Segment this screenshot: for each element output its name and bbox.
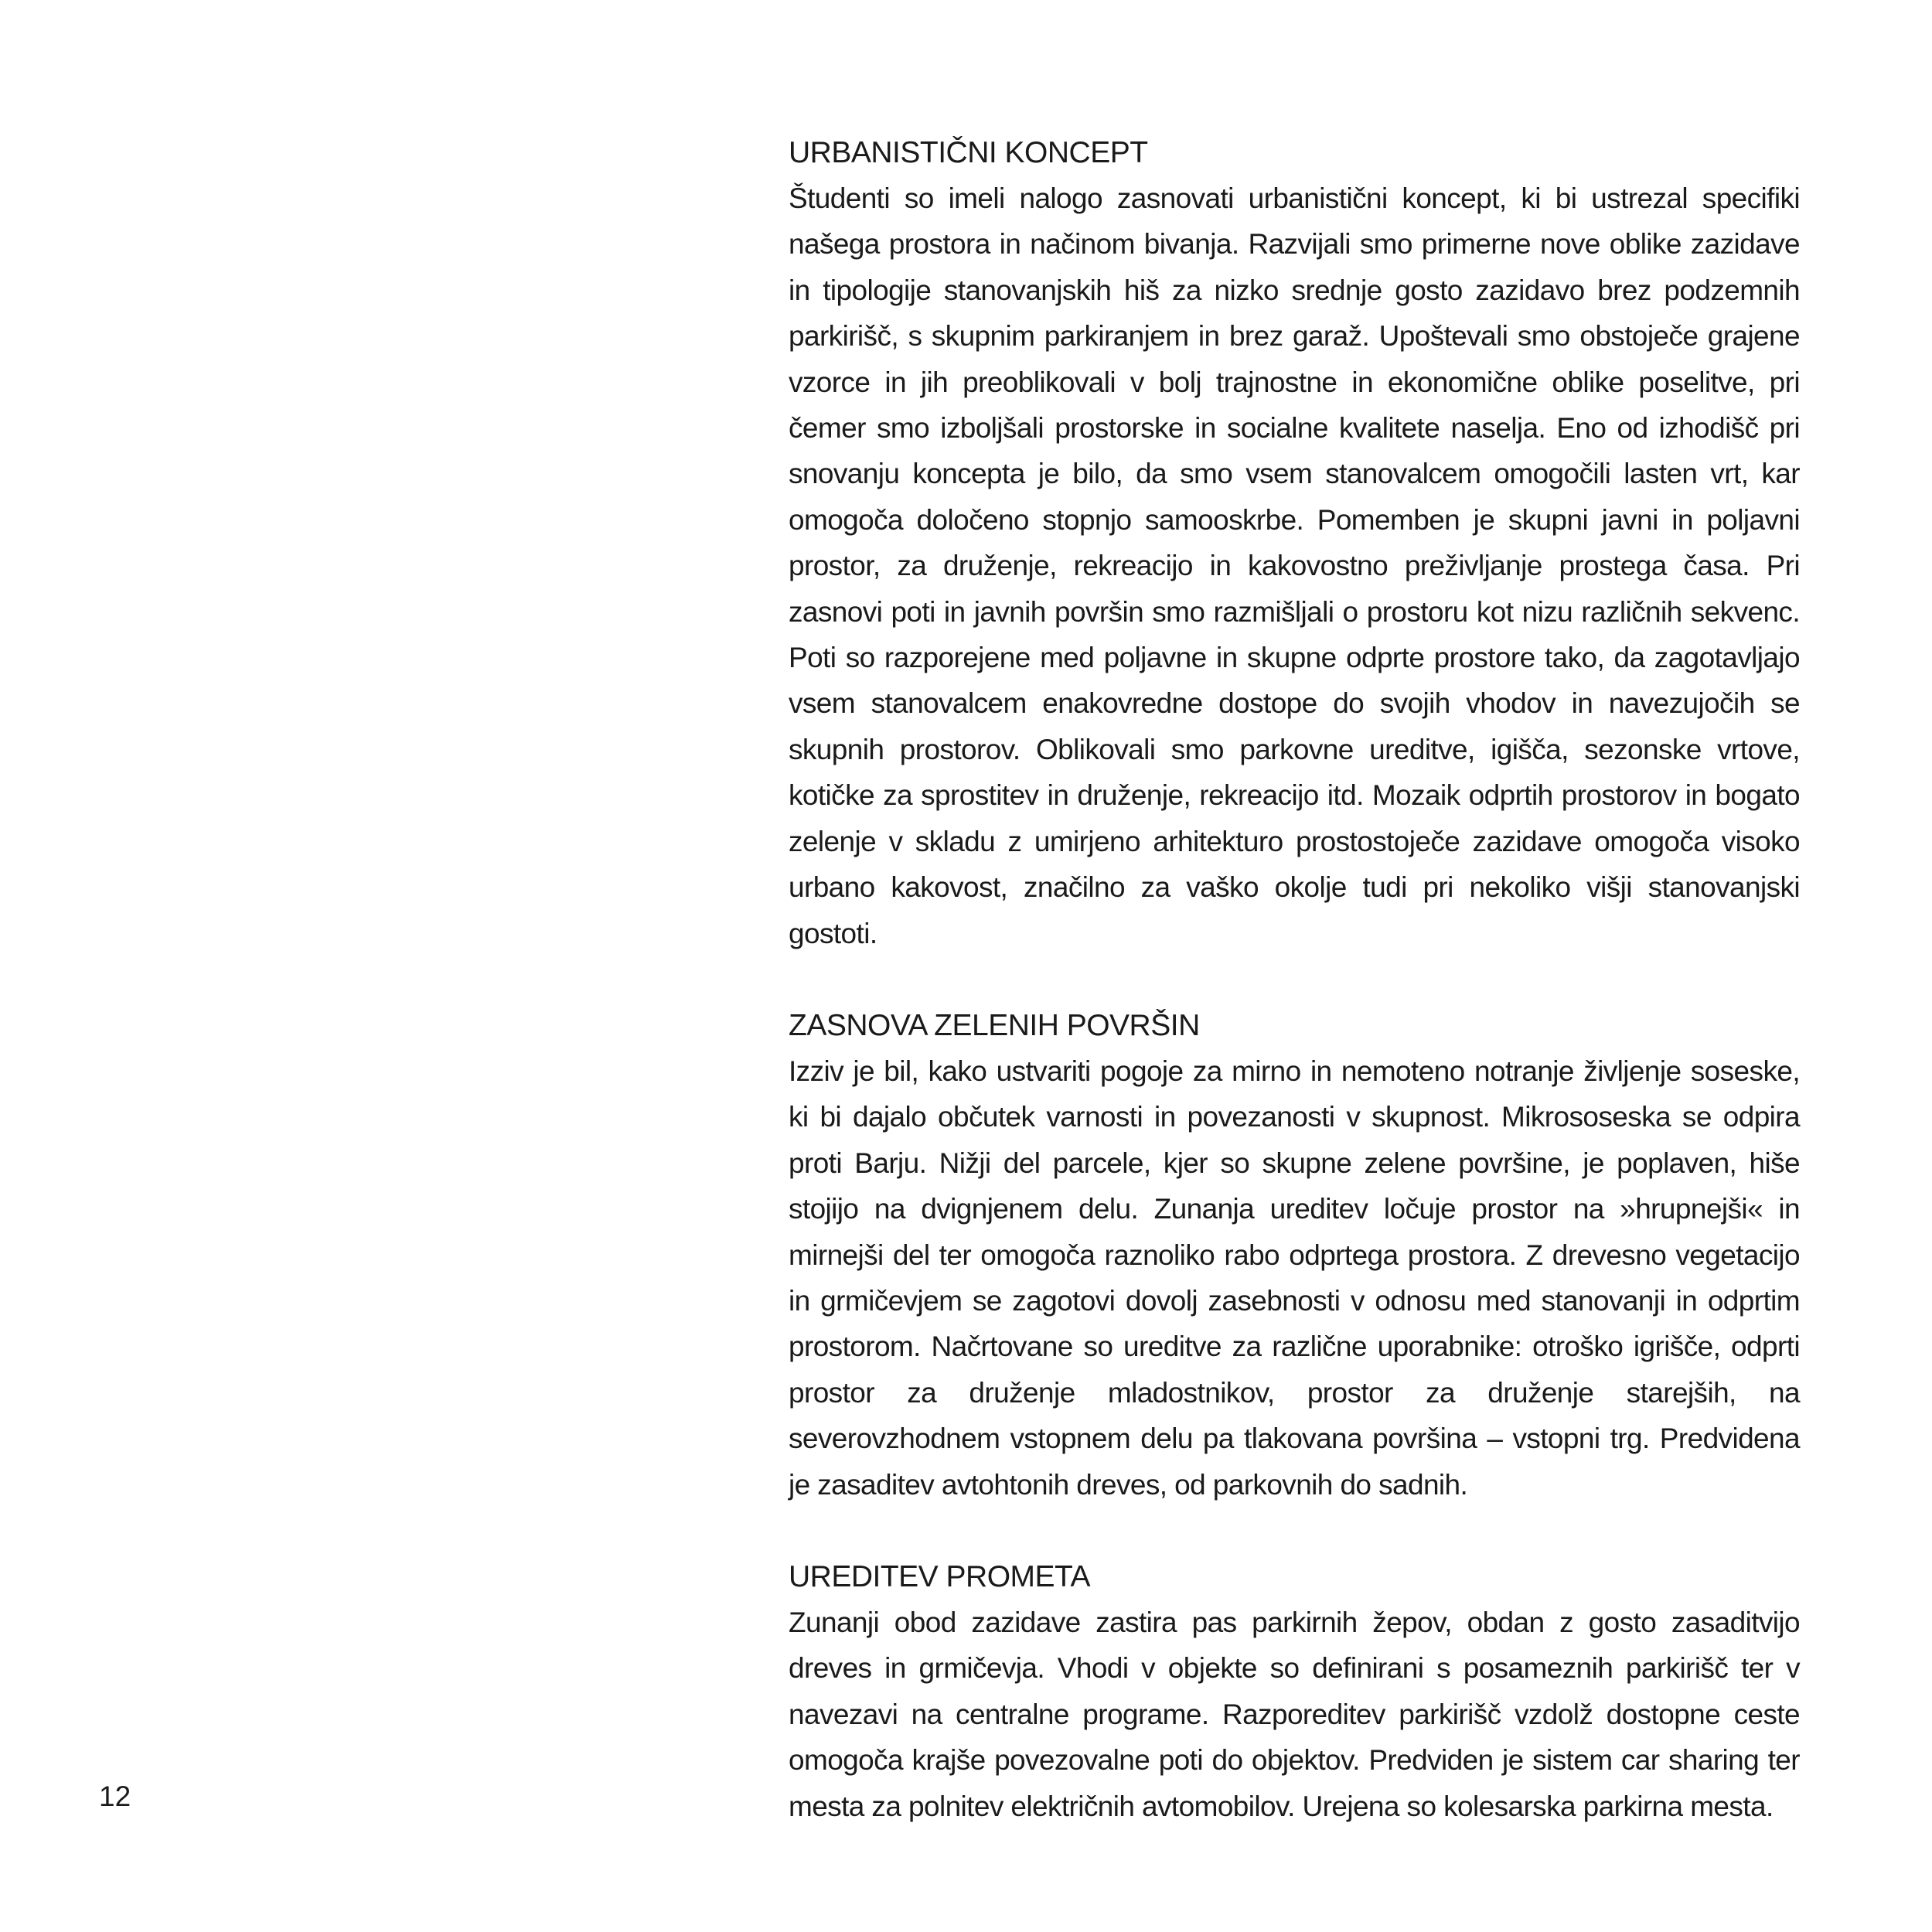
section-body: Izziv je bil, kako ustvariti pogoje za mirno in nemoteno notranje življenje soseske, ki bi dajalo občutek varnosti in povezanosti v skupnost. Mikrososeska se odpira proti Barju. Nižji del parcele, kjer so skupne zelene površine, je poplaven, hiše stojijo na dvignjenem delu. Zunanja ureditev ločuje prostor na »hrupnejši« in mirnejši del ter omogoča raznoliko rabo odprtega prostora. Z drevesno vegetacijo in grmičevjem se zagotovi dovolj zasebnosti v odnosu med stanovanji in odprtim prostorom. Načrtovane so ureditve za različne uporabnike: otroško igrišče, odprti prostor za druženje mladostnikov, prostor za druženje starejših, na severovzhodnem vstopnem delu pa tlakovana površina – vstopni trg. Predvidena je zasaditev avtohtonih dreves, od parkovnih do sadnih.	[789, 1055, 1800, 1501]
section-body: Študenti so imeli nalogo zasnovati urbanistični koncept, ki bi ustrezal specifiki našega prostora in načinom bivanja. Razvijali smo primerne nove oblike zazidave in tipologije stanovanjskih hiš za nizko srednje gosto zazidavo brez podzemnih parkirišč, s skupnim parkiranjem in brez garaž. Upoštevali smo obstoječe grajene vzorce in jih preoblikovali v bolj trajnostne in ekonomične oblike poselitve, pri čemer smo izboljšali prostorske in socialne kvalitete naselja. Eno od izhodišč pri snovanju koncepta je bilo, da smo vsem stanovalcem omogočili lasten vrt, kar omogoča določeno stopnjo samooskrbe. Pomemben je skupni javni in poljavni prostor, za druženje, rekreacijo in kakovostno preživljanje prostega časa. Pri zasnovi poti in javnih površin smo razmišljali o prostoru kot nizu različnih sekvenc. Poti so razporejene med poljavne in skupne odprte prostore tako, da zagotavljajo vsem stanovalcem enakovredne dostope do svojih vhodov in navezujočih se skupnih prostorov. Oblikovali smo parkovne ureditve, igišča, sezonske vrtove, kotičke za sprostitev in druženje, rekreacijo itd. Mozaik odprtih prostorov in bogato zelenje v skladu z umirjeno arhitekturo prostostoječe zazidave omogoča visoko urbano kakovost, značilno za vaško okolje tudi pri nekoliko višji stanovanjski gostoti.	[789, 182, 1800, 949]
section-heading: URBANISTIČNI KONCEPT	[789, 136, 1148, 169]
text-column	[789, 130, 1800, 1876]
section-heading: UREDITEV PROMETA	[789, 1559, 1090, 1593]
section-urbanisticni-koncept	[789, 130, 1800, 956]
page-number: 12	[99, 1780, 131, 1812]
section-ureditev-prometa	[789, 1554, 1800, 1829]
section-body: Zunanji obod zazidave zastira pas parkirnih žepov, obdan z gosto zasaditvijo dreves in grmičevja. Vhodi v objekte so definirani s posameznih parkirišč ter v navezavi na centralne programe. Razporeditev parkirišč vzdolž dostopne ceste omogoča krajše povezovalne poti do objektov. Predviden je sistem car sharing ter mesta za polnitev električnih avtomobilov. Urejena so kolesarska parkirna mesta.	[789, 1606, 1800, 1822]
section-zasnova-zelenih-povrsin	[789, 1003, 1800, 1508]
section-heading: ZASNOVA ZELENIH POVRŠIN	[789, 1008, 1200, 1042]
